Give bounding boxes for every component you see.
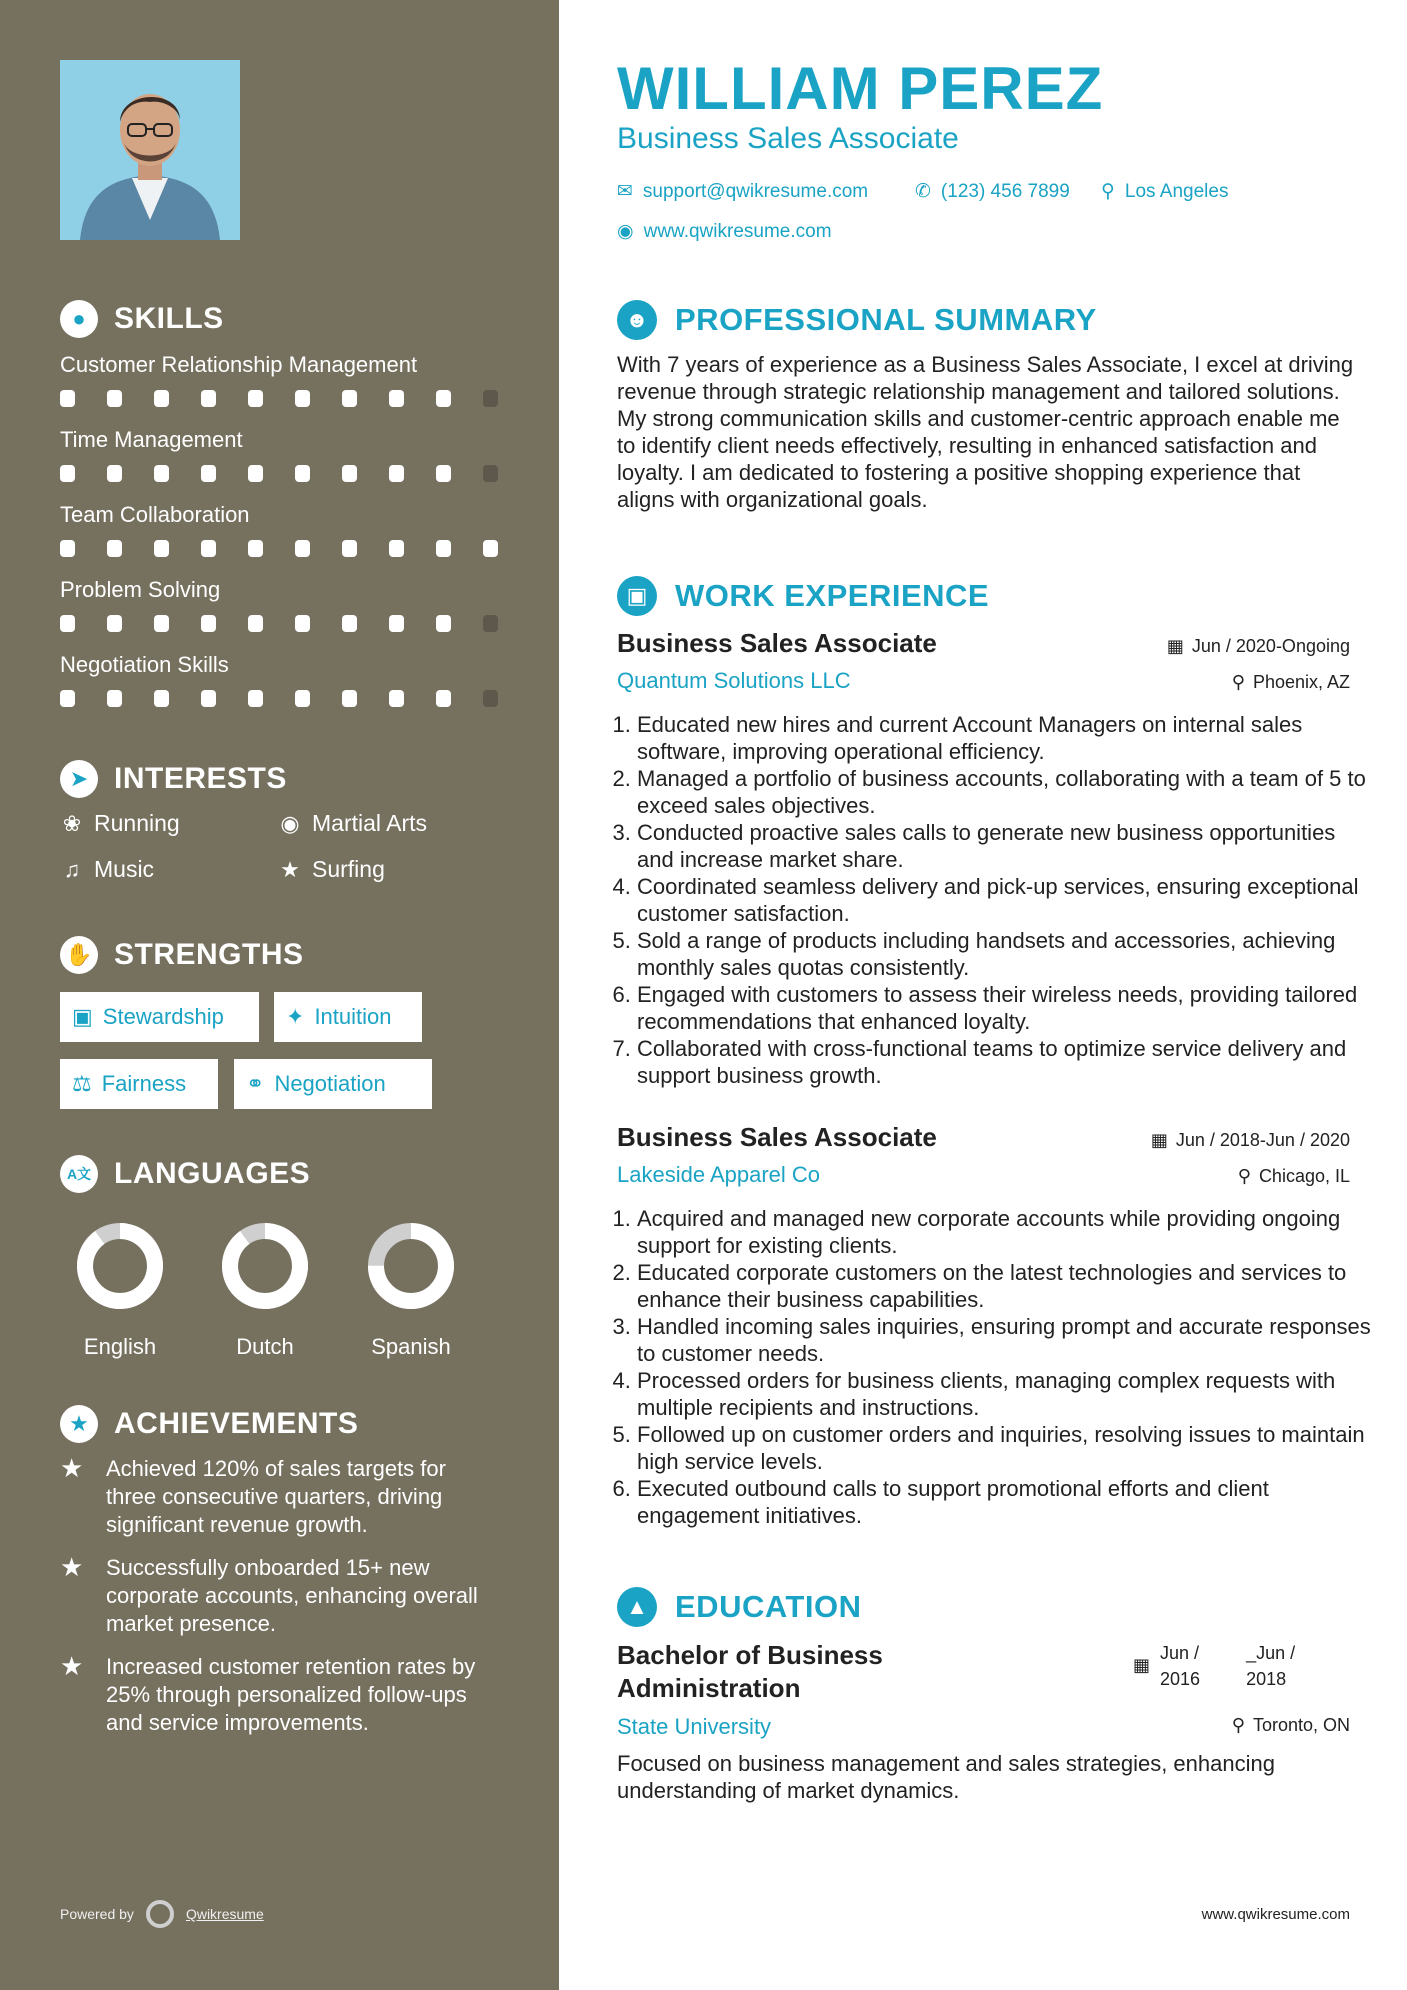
rating-dot bbox=[483, 390, 498, 407]
skill-rating bbox=[60, 390, 498, 407]
strengths-heading: ✋ STRENGTHS bbox=[60, 936, 304, 974]
rating-dot bbox=[436, 690, 451, 707]
star-icon: ★ bbox=[280, 856, 300, 882]
skills-heading: ● SKILLS bbox=[60, 300, 224, 338]
rating-dot bbox=[201, 615, 216, 632]
language-gauge bbox=[221, 1222, 309, 1310]
skill-rating bbox=[60, 615, 498, 632]
skill-rating bbox=[60, 690, 498, 707]
duty-item: 7. Collaborated with cross-functional teams to optimize service delivery and support business growth. bbox=[637, 1035, 1377, 1089]
strength-tag: ▣ Stewardship bbox=[60, 992, 259, 1042]
rating-dot bbox=[342, 540, 357, 557]
paper-plane-icon: ➤ bbox=[60, 760, 98, 798]
rating-dot bbox=[295, 540, 310, 557]
skill-name: Customer Relationship Management bbox=[60, 352, 418, 377]
language-item bbox=[190, 1222, 340, 1360]
rating-dot bbox=[342, 465, 357, 482]
rating-dot bbox=[295, 465, 310, 482]
rating-dot bbox=[154, 540, 169, 557]
skill-rating bbox=[60, 540, 498, 557]
globe-icon: ◉ bbox=[617, 221, 634, 242]
contact-website[interactable]: ◉ www.qwikresume.com bbox=[617, 220, 832, 242]
job-duties bbox=[617, 1205, 1377, 1529]
shooting-star-icon: ★ bbox=[60, 1552, 84, 1582]
languages-heading: A文 LANGUAGES bbox=[60, 1155, 310, 1193]
duty-item: 1. Educated new hires and current Account Managers on internal sales software, improving operational efficiency. bbox=[637, 711, 1377, 765]
gauge-fill bbox=[85, 1231, 155, 1301]
main-content bbox=[559, 0, 1407, 1990]
rating-dot bbox=[201, 465, 216, 482]
rating-dot bbox=[389, 390, 404, 407]
rating-dot bbox=[389, 540, 404, 557]
interests-heading: ➤ INTERESTS bbox=[60, 760, 287, 798]
map-pin-icon: ⚲ bbox=[1101, 181, 1115, 202]
duty-item: 5. Sold a range of products including handsets and accessories, achieving monthly sales quotas consistently. bbox=[637, 927, 1377, 981]
language-gauge bbox=[367, 1222, 455, 1310]
shooting-star-icon: ★ bbox=[60, 1453, 84, 1483]
achievement-item: ★ Achieved 120% of sales targets for three consecutive quarters, driving significant revenue growth. bbox=[60, 1453, 446, 1537]
job-dates: ▦ Jun / 2018-Jun / 2020 bbox=[1150, 1130, 1350, 1150]
pin-icon: ⚲ bbox=[1237, 1166, 1251, 1186]
user-icon: ☻ bbox=[617, 300, 657, 340]
rating-dot bbox=[107, 615, 122, 632]
duty-item: 3. Conducted proactive sales calls to generate new business opportunities and increase market share. bbox=[637, 819, 1377, 873]
qwikresume-logo-icon bbox=[146, 1900, 174, 1928]
skill-name: Problem Solving bbox=[60, 577, 221, 602]
rating-dot bbox=[60, 690, 75, 707]
phone-icon: ✆ bbox=[915, 181, 931, 202]
graduation-icon: ▲ bbox=[617, 1587, 657, 1627]
rating-dot bbox=[436, 615, 451, 632]
rating-dot bbox=[483, 465, 498, 482]
rating-dot bbox=[389, 465, 404, 482]
education-location: ⚲ Toronto, ON bbox=[1231, 1715, 1350, 1735]
rating-dot bbox=[201, 690, 216, 707]
rating-dot bbox=[248, 465, 263, 482]
rating-dot bbox=[483, 615, 498, 632]
rating-dot bbox=[201, 390, 216, 407]
lightbulb-icon: ● bbox=[60, 300, 98, 338]
job-dates: ▦ Jun / 2020-Ongoing bbox=[1166, 636, 1350, 656]
language-item bbox=[45, 1222, 195, 1360]
job-duties bbox=[617, 711, 1377, 1089]
globe-icon: ◉ bbox=[280, 810, 300, 836]
rating-dot bbox=[248, 690, 263, 707]
duty-item: 4. Processed orders for business clients, managing complex requests with multiple recipients and instructions. bbox=[637, 1367, 1377, 1421]
rating-dot bbox=[60, 615, 75, 632]
job-title: Business Sales Associate bbox=[617, 1122, 937, 1152]
school-name: State University bbox=[617, 1714, 772, 1739]
contact-location: ⚲ Los Angeles bbox=[1101, 180, 1229, 202]
interest-item: ♫ Music bbox=[60, 856, 154, 883]
language-item bbox=[336, 1222, 486, 1360]
envelope-icon: ✉ bbox=[617, 181, 633, 202]
language-label: English bbox=[83, 1334, 157, 1359]
music-note-icon: ♫ bbox=[63, 856, 81, 882]
rating-dot bbox=[436, 540, 451, 557]
achievement-item: ★ Successfully onboarded 15+ new corporate accounts, enhancing overall market presence. bbox=[60, 1552, 478, 1636]
duty-item: 1. Acquired and managed new corporate accounts while providing ongoing support for existing clients. bbox=[637, 1205, 1377, 1259]
rating-dot bbox=[295, 690, 310, 707]
skill-name: Time Management bbox=[60, 427, 243, 452]
language-gauge bbox=[76, 1222, 164, 1310]
achievements-heading: ★ ACHIEVEMENTS bbox=[60, 1405, 358, 1443]
rating-dot bbox=[295, 390, 310, 407]
sidebar bbox=[0, 0, 559, 1990]
skill-name: Negotiation Skills bbox=[60, 652, 229, 677]
rating-dot bbox=[154, 465, 169, 482]
summary-heading: ☻ PROFESSIONAL SUMMARY bbox=[617, 300, 1097, 340]
rating-dot bbox=[342, 390, 357, 407]
gauge-fill bbox=[230, 1231, 300, 1301]
avatar bbox=[60, 60, 240, 240]
education-description: Focused on business management and sales strategies, enhancing understanding of market dynamics. bbox=[617, 1751, 1275, 1803]
rating-dot bbox=[107, 690, 122, 707]
strength-tag: ⚭ Negotiation bbox=[234, 1059, 432, 1109]
rating-dot bbox=[154, 690, 169, 707]
paw-icon: ❀ bbox=[62, 810, 82, 836]
rating-dot bbox=[60, 540, 75, 557]
rating-dot bbox=[107, 390, 122, 407]
strength-tag: ⚖ Fairness bbox=[60, 1059, 218, 1109]
rating-dot bbox=[248, 540, 263, 557]
star-badge-icon: ★ bbox=[60, 1405, 98, 1443]
pin-icon: ⚲ bbox=[1231, 1715, 1245, 1735]
rating-dot bbox=[295, 615, 310, 632]
contact-email[interactable]: ✉ support@qwikresume.com bbox=[617, 180, 869, 202]
rating-dot bbox=[436, 465, 451, 482]
contact-phone[interactable]: ✆ (123) 456 7899 bbox=[915, 180, 1070, 202]
rating-dot bbox=[483, 540, 498, 557]
interest-item: ★ Surfing bbox=[278, 856, 385, 883]
scale-icon: ⚖ bbox=[72, 1071, 92, 1096]
rating-dot bbox=[60, 390, 75, 407]
summary-text: With 7 years of experience as a Business Sales Associate, I excel at driving revenue through strategic relationship management and tailored solutions. My strong communication skills and customer-centric approach enable me to identify client needs effectively, resulting in enhanced satisfaction and loyalty. I am dedicated to fostering a positive shopping experience that aligns with organizational goals. bbox=[617, 352, 1354, 512]
degree-title: Bachelor of Business Administration bbox=[617, 1640, 883, 1703]
experience-heading: ▣ WORK EXPERIENCE bbox=[617, 576, 989, 616]
candidate-role: Business Sales Associate bbox=[617, 122, 959, 155]
skill-rating bbox=[60, 465, 498, 482]
rating-dot bbox=[107, 540, 122, 557]
job-company: Quantum Solutions LLC bbox=[617, 668, 851, 693]
job-location: ⚲ Phoenix, AZ bbox=[1231, 672, 1350, 692]
strength-tag: ✦ Intuition bbox=[274, 992, 422, 1042]
shooting-star-icon: ★ bbox=[60, 1651, 84, 1681]
handshake-icon: ⚭ bbox=[246, 1071, 265, 1096]
rating-dot bbox=[154, 615, 169, 632]
powered-by: Powered by Qwikresume bbox=[60, 1900, 264, 1928]
footer-website[interactable]: www.qwikresume.com bbox=[1201, 1906, 1350, 1923]
job-location: ⚲ Chicago, IL bbox=[1237, 1166, 1350, 1186]
rating-dot bbox=[248, 615, 263, 632]
job-title: Business Sales Associate bbox=[617, 628, 937, 658]
interest-item: ❀ Running bbox=[60, 810, 180, 837]
job-company: Lakeside Apparel Co bbox=[617, 1162, 821, 1187]
rating-dot bbox=[154, 390, 169, 407]
rating-dot bbox=[107, 465, 122, 482]
rating-dot bbox=[248, 390, 263, 407]
duty-item: 3. Handled incoming sales inquiries, ensuring prompt and accurate responses to customer needs. bbox=[637, 1313, 1377, 1367]
qwikresume-link[interactable]: Qwikresume bbox=[185, 1906, 264, 1922]
rating-dot bbox=[342, 690, 357, 707]
rating-dot bbox=[201, 540, 216, 557]
profile-photo bbox=[60, 60, 240, 240]
duty-item: 4. Coordinated seamless delivery and pick-up services, ensuring exceptional customer satisfaction. bbox=[637, 873, 1377, 927]
duty-item: 2. Managed a portfolio of business accounts, collaborating with a team of 5 to exceed sales objectives. bbox=[637, 765, 1377, 819]
candidate-name: WILLIAM PEREZ bbox=[617, 55, 1104, 122]
duty-item: 6. Engaged with customers to assess their wireless needs, providing tailored recommendations that enhanced loyalty. bbox=[637, 981, 1377, 1035]
achievement-item: ★ Increased customer retention rates by 25% through personalized follow-ups and service improvements. bbox=[60, 1651, 476, 1735]
language-label: Spanish bbox=[371, 1334, 451, 1359]
rating-dot bbox=[436, 390, 451, 407]
education-heading: ▲ EDUCATION bbox=[617, 1587, 861, 1627]
calendar-icon: ▦ bbox=[1166, 636, 1184, 656]
magic-wand-icon: ✦ bbox=[286, 1004, 305, 1029]
calendar-icon: ▦ bbox=[1133, 1655, 1151, 1675]
rating-dot bbox=[342, 615, 357, 632]
translate-icon: A文 bbox=[60, 1155, 98, 1193]
duty-item: 6. Executed outbound calls to support promotional efforts and client engagement initiatives. bbox=[637, 1475, 1377, 1529]
duty-item: 5. Followed up on customer orders and inquiries, resolving issues to maintain high service levels. bbox=[637, 1421, 1377, 1475]
duty-item: 2. Educated corporate customers on the latest technologies and services to enhance their business capabilities. bbox=[637, 1259, 1377, 1313]
rating-dot bbox=[389, 615, 404, 632]
skill-name: Team Collaboration bbox=[60, 502, 250, 527]
pin-icon: ⚲ bbox=[1231, 672, 1245, 692]
rating-dot bbox=[483, 690, 498, 707]
fist-icon: ✋ bbox=[60, 936, 98, 974]
language-label: Dutch bbox=[236, 1334, 294, 1359]
briefcase-icon: ▣ bbox=[72, 1004, 93, 1029]
rating-dot bbox=[60, 465, 75, 482]
briefcase-icon: ▣ bbox=[617, 576, 657, 616]
calendar-icon: ▦ bbox=[1150, 1130, 1168, 1150]
interest-item: ◉ Martial Arts bbox=[278, 810, 427, 837]
rating-dot bbox=[389, 690, 404, 707]
education-dates: ▦ Jun / 2016 _Jun / 2018 bbox=[1133, 1640, 1295, 1692]
